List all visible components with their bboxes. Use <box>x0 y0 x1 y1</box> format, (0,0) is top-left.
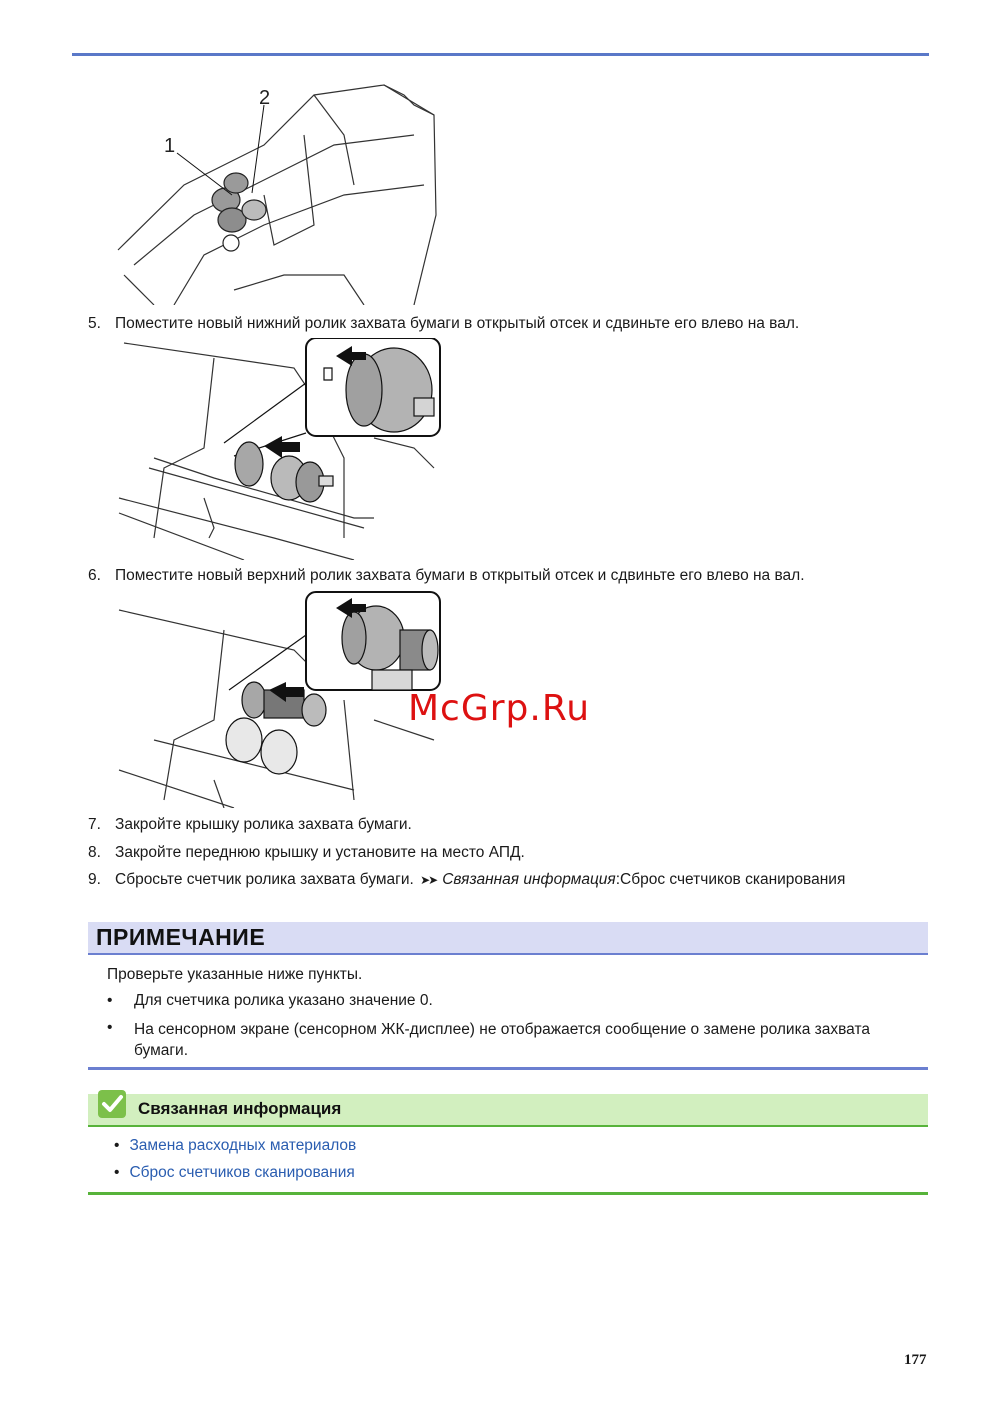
step-number: 6. <box>88 567 101 584</box>
related-link-item[interactable] <box>114 1137 356 1155</box>
related-link-item[interactable] <box>114 1164 355 1182</box>
checkmark-icon <box>98 1090 126 1118</box>
step-number: 8. <box>88 844 101 861</box>
step-text: Сбросьте счетчик ролика захвата бумаги. <box>115 871 414 888</box>
step-text: Поместите новый нижний ролик захвата бумаги в открытый отсек и сдвиньте его влево на вал. <box>115 315 800 332</box>
link-consumables[interactable]: Замена расходных материалов <box>129 1137 357 1154</box>
related-bottom-rule <box>88 1192 928 1195</box>
bullet-text: На сенсорном экране (сенсорном ЖК-дисплее) не отображается сообщение о замене ролика захвата бумаги. <box>134 1021 870 1059</box>
note-header <box>88 922 928 955</box>
step-5 <box>88 314 799 334</box>
bullet-icon: • <box>114 1137 120 1154</box>
lower-roller-illustration <box>114 338 444 560</box>
callout-1: 1 <box>164 135 176 157</box>
step-text: Закройте крышку ролика захвата бумаги. <box>115 816 412 833</box>
step-9 <box>88 870 845 890</box>
related-info-link[interactable]: Связанная информация <box>442 871 616 888</box>
figure-lower-roller <box>114 338 444 560</box>
note-bottom-rule <box>88 1067 928 1070</box>
upper-roller-illustration <box>114 590 444 808</box>
link-reset-counters[interactable]: Сброс счетчиков сканирования <box>129 1164 355 1181</box>
figure-roller-location <box>114 75 444 305</box>
bullet-icon: • <box>107 992 113 1009</box>
figure-upper-roller <box>114 590 444 808</box>
top-rule <box>72 53 929 56</box>
related-header <box>88 1094 928 1127</box>
step-number: 7. <box>88 816 101 833</box>
note-title: ПРИМЕЧАНИЕ <box>96 924 266 950</box>
related-title: Связанная информация <box>138 1099 342 1118</box>
step-8 <box>88 843 525 863</box>
step-6 <box>88 566 805 586</box>
roller-location-illustration <box>114 75 444 305</box>
bullet-icon: • <box>114 1164 120 1181</box>
step-number: 5. <box>88 315 101 332</box>
step-7 <box>88 815 412 835</box>
bullet-text: Для счетчика ролика указано значение 0. <box>134 992 433 1009</box>
step-number: 9. <box>88 871 101 888</box>
watermark: McGrp.Ru <box>408 688 591 729</box>
step-text: Закройте переднюю крышку и установите на место АПД. <box>115 844 525 861</box>
double-arrow-icon: ➤➤ <box>420 873 437 887</box>
related-info-target[interactable]: :Сброс счетчиков сканирования <box>615 871 846 888</box>
page-number: 177 <box>904 1352 927 1368</box>
callout-2: 2 <box>259 87 271 109</box>
note-intro: Проверьте указанные ниже пункты. <box>107 966 363 983</box>
bullet-icon: • <box>107 1019 113 1036</box>
step-text: Поместите новый верхний ролик захвата бумаги в открытый отсек и сдвиньте его влево на вал. <box>115 567 805 584</box>
